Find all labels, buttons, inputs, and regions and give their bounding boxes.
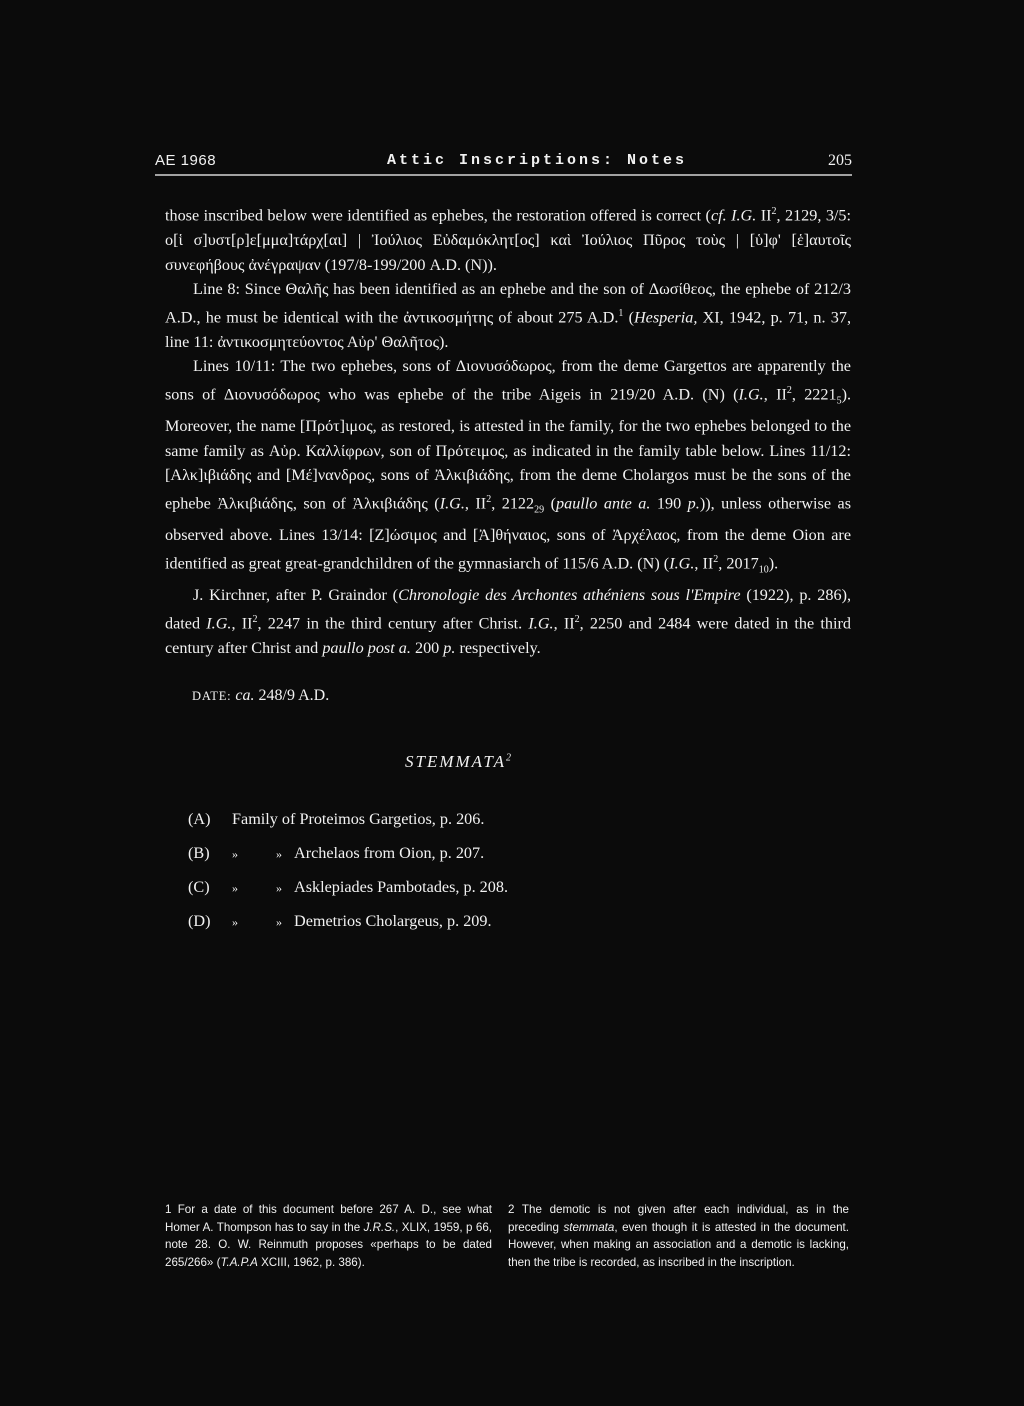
ditto-mark: » bbox=[232, 847, 238, 861]
stemmata-heading: STEMMATA$^2$ bbox=[405, 752, 513, 771]
date-label: DATE: bbox=[192, 689, 232, 703]
journal-reference: AE 1968 bbox=[155, 152, 217, 169]
stemma-key: (A) bbox=[188, 810, 211, 828]
ditto-mark: » bbox=[276, 881, 282, 895]
paragraph-1: those inscribed below were identified as ephebes, the restoration offered is correct (cf. I.G. $II^2$, 2129, 3/5: ο[ἱ σ]υστ[ρ]ε[μμα]τάρχ[αι] | Ἰούλιος Εὐδαμόκλητ[ος] καὶ Ἰούλιος Πῦρος τοὺς | [ὑ]φ' [ἑ]αυτοῖς συνεφήβους ἀνέγραψαν (197/8-199/200 A.D. (N)). bbox=[165, 206, 852, 274]
stemma-text: Family of Proteimos Gargetios, p. 206. bbox=[232, 810, 485, 828]
stemma-key: (C) bbox=[188, 878, 210, 896]
date-ca: ca. bbox=[235, 687, 255, 704]
ditto-mark: » bbox=[232, 915, 238, 929]
paragraph-kirchner: J. Kirchner, after P. Graindor (Chronologie des Archontes athéniens sous l'Empire (1922), p. 286), dated I.G., $II^2$, 2247 in the third century after Christ. I.G., $II^2$, 2250 and 2484 were dated in the third century after Christ and paullo post a. 200 p. respectively. bbox=[165, 585, 852, 657]
stemma-text: Archelaos from Oion, p. 207. bbox=[294, 844, 485, 862]
ditto-mark: » bbox=[232, 881, 238, 895]
page-number: 205 bbox=[828, 152, 852, 169]
paragraph-line-8: Line 8: Since Θαλῆς has been identified as an ephebe and the son of Δωσίθεος, the ephebe of 212/3 A.D., he must be identical with the ἀντικοσμήτης of about 275 A.D.$^1$ (Hesperia, XI, 1942, p. 71, n. 37, line 11: ἀντικοσμητεύοντος Αὐρ' Θαλῆτος). bbox=[165, 280, 851, 351]
ditto-mark: » bbox=[276, 915, 282, 929]
date-line bbox=[192, 687, 329, 705]
footnote-2: 2 The demotic is not given after each individual, as in the preceding stemmata, even though it is attested in the document. However, when making an association and a demotic is lacking, then the tribe is recorded, as inscribed in the inscription. bbox=[508, 1203, 849, 1269]
stemma-text: Demetrios Cholargeus, p. 209. bbox=[294, 912, 492, 930]
footnote-1: 1 For a date of this document before 267 A. D., see what Homer A. Thompson has to say in the J.R.S., XLIX, 1959, p 66, note 28. O. W. Reinmuth proposes «perhaps to be dated 265/266» (T.A.P.A XCIII, 1962, p. 386). bbox=[165, 1203, 492, 1269]
stemma-key: (B) bbox=[188, 844, 210, 862]
stemma-text: Asklepiades Pambotades, p. 208. bbox=[294, 878, 509, 896]
ditto-mark: » bbox=[276, 847, 282, 861]
stemma-key: (D) bbox=[188, 912, 211, 930]
running-title: Attic Inscriptions: Notes bbox=[387, 152, 688, 169]
header-rule bbox=[155, 174, 852, 176]
running-header bbox=[155, 152, 852, 176]
date-value: 248/9 A.D. bbox=[254, 687, 330, 704]
paragraph-lines-10-14: Lines 10/11: The two ephebes, sons of Διονυσόδωρος, from the deme Gargettos are apparently the sons of Διονυσόδωρος who was ephebe of the tribe Aigeis in 219/20 A.D. (N) (I.G., $II^2$, $2221_5$). Moreover, the name [Πρότ]ιμος, as restored, is attested in the family, for the two ephebes belonged to the same family as Αὐρ. Καλλίφρων, son of Πρότειμος, as indicated in the family table below. Lines 11/12: [Αλκ]ιβιάδης and [Μέ]νανδρος, sons of Ἀλκιβιάδης, from the deme Cholargos must be the sons of the ephebe Ἀλκιβιάδης, son of Ἀλκιβιάδης (I.G., $II^2$, $2122_{29}$ (paullo ante a. 190 p.)), unless otherwise as observed above. Lines 13/14: [Ζ]ώσιμος and [Ἀ]θήναιος, sons of Ἀρχέλαος, from the deme Oion are identified as great great-grandchildren of the gymnasiarch of 115/6 A.D. (N) (I.G., $II^2$, $2017_{10}$). bbox=[165, 357, 852, 576]
body-text bbox=[165, 200, 851, 660]
